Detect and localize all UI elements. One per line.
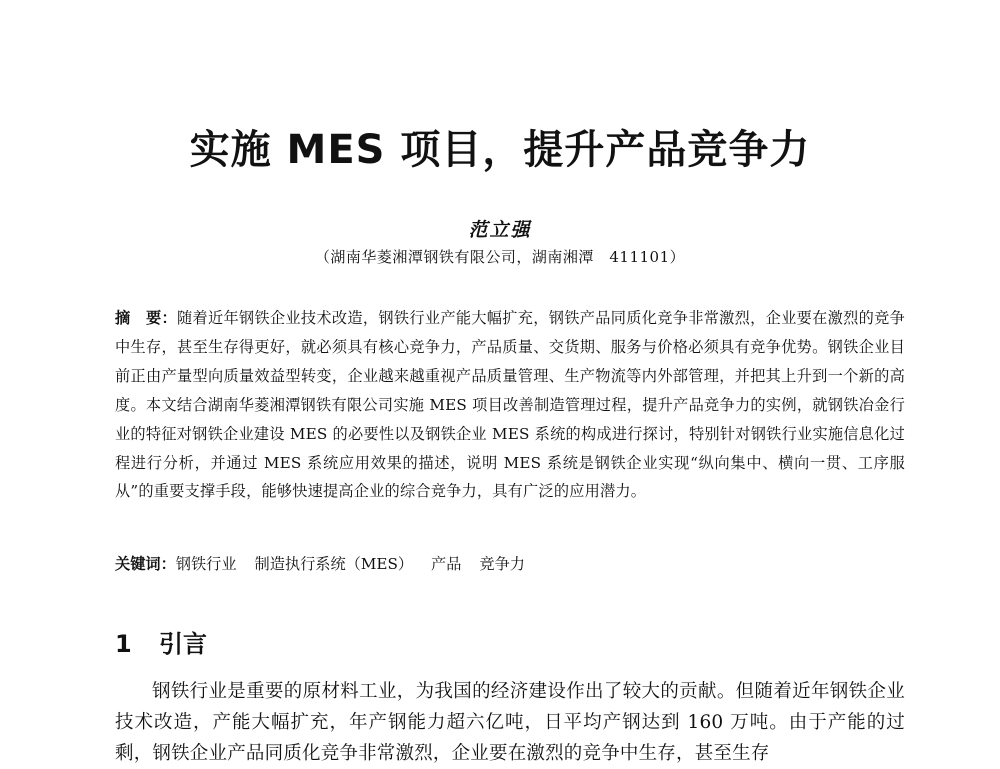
- paper-title: 实施 MES 项目，提升产品竞争力: [189, 127, 811, 173]
- body-paragraph: 钢铁行业是重要的原材料工业，为我国的经济建设作出了较大的贡献。但随着近年钢铁企业技术改造，产能大幅扩充，年产钢能力超六亿吨，日平均产钢达到 160 万吨。由于产能的过剩，钢铁企业产品同质化竞争非常激烈，企业要在激烈的竞争中生存，甚至生存: [115, 681, 905, 764]
- abstract-block: [115, 304, 905, 506]
- author-name: 范立强: [468, 219, 532, 241]
- abstract-text: 随着近年钢铁企业技术改造，钢铁行业产能大幅扩充，钢铁产品同质化竞争非常激烈，企业要在激烈的竞争中生存，甚至生存得更好，就必须具有核心竞争力，产品质量、交货期、服务与价格必须具有竞争优势。钢铁企业目前正由产量型向质量效益型转变，企业越来越重视产品质量管理、生产物流等内外部管理，并把其上升到一个新的高度。本文结合湖南华菱湘潭钢铁有限公司实施 MES 项目改善制造管理过程，提升产品竞争力的实例，就钢铁冶金行业的特征对钢铁企业建设 MES 的必要性以及钢铁企业 MES 系统的构成进行探讨，特别针对钢铁行业实施信息化过程进行分析，并通过 MES 系统应用效果的描述，说明 MES 系统是钢铁企业实现“纵向集中、横向一贯、工序服从”的重要支撑手段，能够快速提高企业的综合竞争力，具有广泛的应用潜力。: [115, 309, 905, 501]
- section-title: 引言: [159, 630, 207, 658]
- section-heading: [115, 624, 207, 659]
- keywords-block: [115, 550, 905, 579]
- section-number: 1: [115, 630, 132, 658]
- keyword-item: 钢铁行业: [175, 555, 237, 573]
- keyword-item: 竞争力: [479, 555, 525, 573]
- keywords-label: 关键词：: [115, 555, 176, 573]
- keyword-item: 产品: [431, 555, 462, 573]
- author-affiliation: （湖南华菱湘潭钢铁有限公司，湖南湘潭 411101）: [314, 248, 686, 266]
- abstract-label: 摘 要：: [115, 309, 177, 327]
- keyword-item: 制造执行系统（MES）: [254, 555, 414, 573]
